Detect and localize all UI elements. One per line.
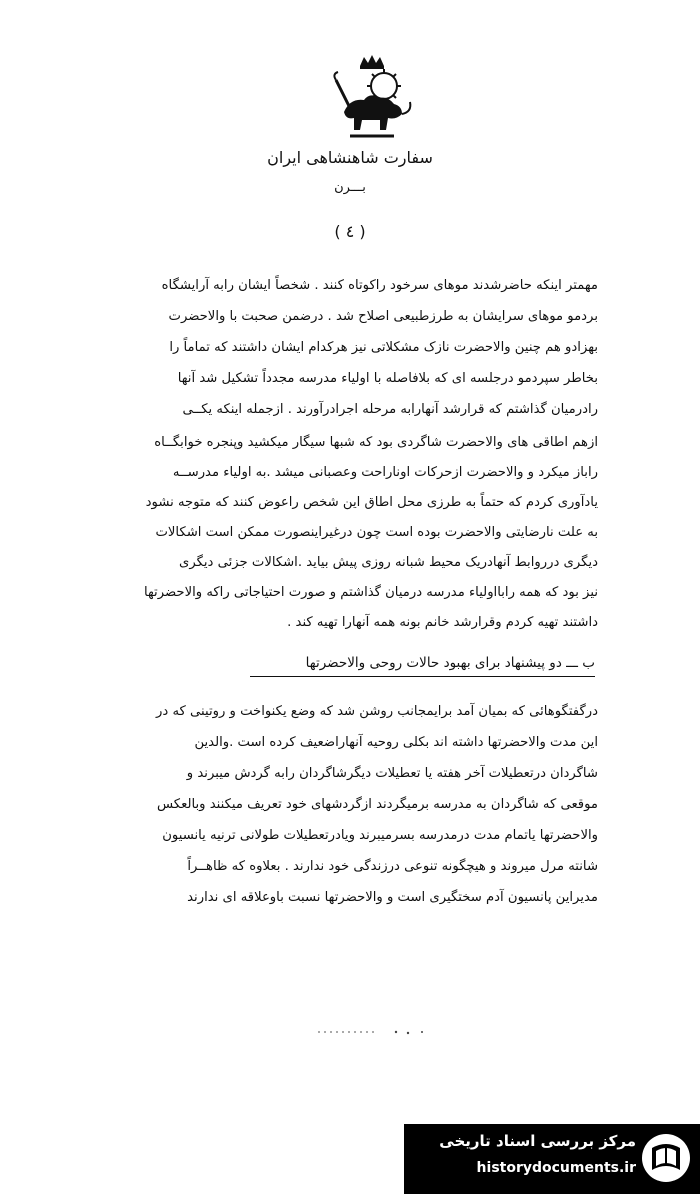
embassy-title: سفارت شاهنشاهی ایران: [267, 148, 433, 167]
text-line: دیگری درروابط آنهادریک محیط شبانه روزی پیش بیاید .اشکالات جزئی دیگری: [179, 555, 598, 570]
paragraph-2: [96, 428, 598, 638]
paragraph-1: [96, 270, 598, 425]
text-line: نیز بود که همه رابااولیاء مدرسه درمیان گذاشتم و صورت احتیاجاتی راکه والاحضرتها: [143, 585, 598, 600]
text-line: شانته مرل میروند و هیچگونه تنوعی درزندگی خود ندارند . بعلاوه که ظاهــراً: [187, 859, 598, 874]
text-line: مهمتر اینکه حاضرشدند موهای سرخود راکوتاه کنند . شخصاً ایشان رابه آرایشگاه: [161, 278, 598, 293]
text-line: درگفتگوهائی که بمیان آمد برایمجانب روشن شد که وضع یکنواخت و روتینی که در: [156, 704, 598, 719]
section-heading: ب ـــ دو پیشنهاد برای بهبود حالات روحی والاحضرتها: [250, 655, 595, 677]
text-line: یادآوری کردم که حتماً به طرزی محل اطاق این شخص راعوض کنند که متوجه نشود: [145, 495, 598, 510]
text-line: بردمو موهای سرایشان به طرزطبیعی اصلاح شد . درضمن صحبت با والاحضرت: [168, 309, 598, 324]
archive-website: historydocuments.ir: [476, 1160, 636, 1176]
scan-speckle-marks: [318, 1028, 438, 1036]
text-line: موقعی که شاگردان به مدرسه برمیگردند ازگردشهای خود تعریف میکنند وبالعکس: [156, 797, 598, 812]
text-line: به علت نارضایتی والاحضرت بوده است چون درغیراینصورت ممکن است اشکالات: [155, 525, 598, 540]
text-line: مدیراین پانسیون آدم سختگیری است و والاحضرتها نسبت باوعلاقه ای ندارند: [187, 890, 598, 905]
paragraph-3: [96, 696, 598, 913]
text-line: شاگردان درتعطیلات آخر هفته یا تعطیلات دیگرشاگردان رابه گردش میبرند و: [186, 766, 598, 781]
text-line: بخاطر سپردمو درجلسه ای که بلافاصله با اولیاء مدرسه مجدداً تشکیل شد آنها: [177, 371, 598, 386]
text-line: داشتند تهیه کردم وقرارشد خانم بونه همه آنهارا تهیه کند .: [287, 615, 598, 630]
text-line: بهزادو هم چنین والاحضرت نازک مشکلاتی نیز هرکدام ایشان داشتند که تماماً را: [169, 340, 598, 355]
archive-logo-icon: [640, 1132, 692, 1184]
text-line: این مدت والاحضرتها داشته اند بکلی روحیه آنهاراضعیف کرده است .والدین: [194, 735, 598, 750]
text-line: رادرمیان گذاشتم که قرارشد آنهارابه مرحله اجرادرآورند . ازجمله اینکه یکــی: [182, 402, 598, 417]
lion-and-sun-emblem-icon: [330, 52, 414, 144]
text-line: ازهم اطاقی های والاحضرت شاگردی بود که شبها سیگار میکشید وپنجره خوابگــاه: [154, 435, 598, 450]
text-line: والاحضرتها یاتمام مدت درمدرسه بسرمیبرند ویادرتعطیلات طولانی ترنیه یانسیون: [162, 828, 598, 843]
page-number: ( ٤ ): [334, 222, 366, 241]
archive-name: مرکز بررسی اسناد تاریخی: [439, 1132, 636, 1150]
embassy-city: بـــرن: [334, 180, 366, 195]
text-line: راباز میکرد و والاحضرت ازحرکات اوناراحت وعصبانی میشد .به اولیاء مدرســه: [172, 465, 598, 480]
